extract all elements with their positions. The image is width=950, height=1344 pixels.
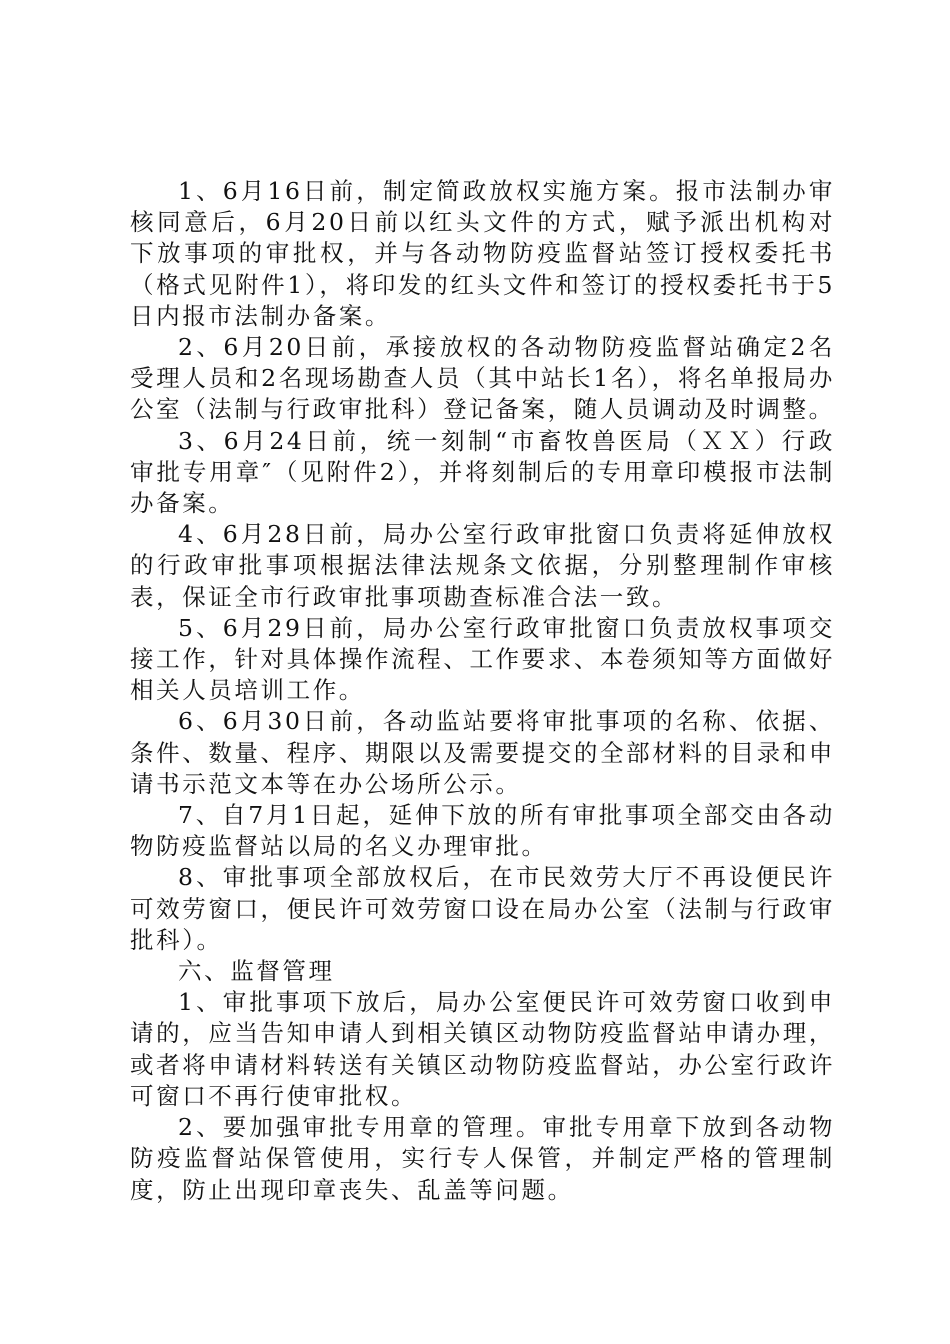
paragraph-item-2: 2、6月20日前，承接放权的各动物防疫监督站确定2名受理人员和2名现场勘查人员（其中站长1名），将名单报局办公室（法制与行政审批科）登记备案，随人员调动及时调整。 bbox=[130, 333, 835, 424]
paragraph-item-3: 3、6月24日前，统一刻制“市畜牧兽医局（ＸＸ）行政审批专用章″（见附件2），并将刻制后的专用章印模报市法制办备案。 bbox=[130, 426, 835, 518]
supervision-item-1: 1、审批事项下放后，局办公室便民许可效劳窗口收到申请的，应当告知申请人到相关镇区动物防疫监督站申请办理，或者将申请材料转送有关镇区动物防疫监督站，办公室行政许可窗口不再行使审批权。 bbox=[130, 988, 835, 1110]
paragraph-item-1: 1、6月16日前，制定简政放权实施方案。报市法制办审核同意后，6月20日前以红头文件的方式，赋予派出机构对下放事项的审批权，并与各动物防疫监督站签订授权委托书（格式见附件1），将印发的红头文件和签订的授权委托书于5日内报市法制办备案。 bbox=[130, 177, 835, 330]
paragraph-item-6: 6、6月30日前，各动监站要将审批事项的名称、依据、条件、数量、程序、期限以及需要提交的全部材料的目录和申请书示范文本等在办公场所公示。 bbox=[130, 707, 835, 798]
paragraph-item-7: 7、自7月1日起，延伸下放的所有审批事项全部交由各动物防疫监督站以局的名义办理审批。 bbox=[130, 801, 835, 861]
supervision-item-2: 2、要加强审批专用章的管理。审批专用章下放到各动物防疫监督站保管使用，实行专人保管，并制定严格的管理制度，防止出现印章丧失、乱盖等问题。 bbox=[130, 1113, 835, 1204]
section-heading-supervision: 六、监督管理 bbox=[178, 957, 335, 986]
paragraph-item-5: 5、6月29日前，局办公室行政审批窗口负责放权事项交接工作，针对具体操作流程、工作要求、本卷须知等方面做好相关人员培训工作。 bbox=[130, 613, 835, 705]
paragraph-item-4: 4、6月28日前，局办公室行政审批窗口负责将延伸放权的行政审批事项根据法律法规条文依据，分别整理制作审核表，保证全市行政审批事项勘查标准合法一致。 bbox=[130, 520, 835, 611]
paragraph-item-8: 8、审批事项全部放权后，在市民效劳大厅不再设便民许可效劳窗口，便民许可效劳窗口设在局办公室（法制与行政审批科）。 bbox=[130, 863, 835, 954]
document-page bbox=[130, 176, 835, 1206]
